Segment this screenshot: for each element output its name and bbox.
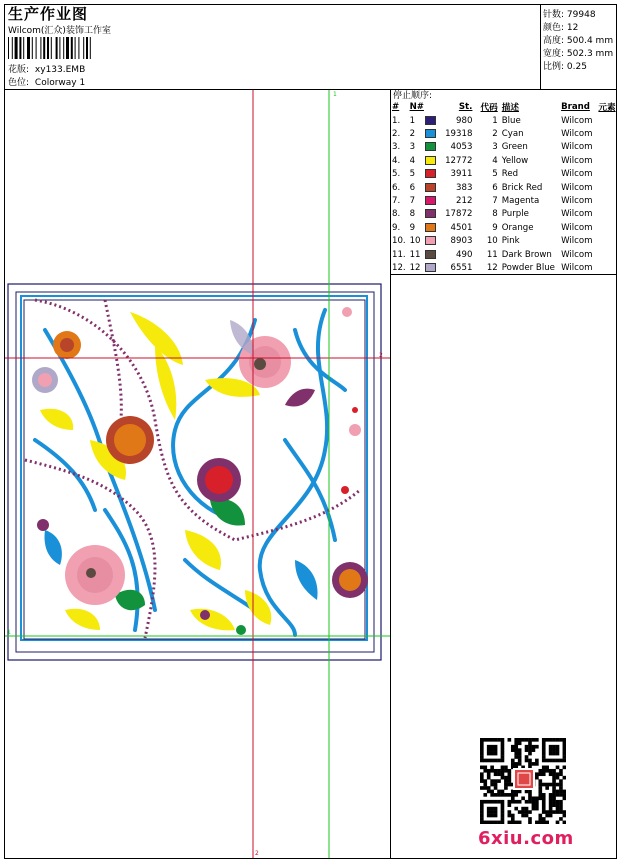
color-row: 9. 9 4501 9 Orange Wilcom	[392, 222, 593, 233]
color-row: 3. 3 4053 3 Green Wilcom	[392, 142, 593, 153]
color-row: 12. 12 6551 12 Powder Blue Wilcom	[392, 262, 593, 273]
colorway-value: Colorway 1	[34, 78, 86, 88]
color-row: 10. 10 8903 10 Pink Wilcom	[392, 236, 593, 247]
color-swatch	[425, 169, 436, 178]
guide-label-left: 1	[7, 629, 11, 636]
color-swatch	[425, 129, 436, 138]
guide-label-right: 2	[379, 352, 383, 359]
color-swatch	[425, 196, 436, 205]
design-label: 花版:	[8, 65, 30, 75]
colorway-row	[8, 75, 85, 88]
color-row: 11. 11 490 11 Dark Brown Wilcom	[392, 249, 593, 260]
color-swatch	[425, 209, 436, 218]
color-table	[392, 100, 620, 275]
color-swatch	[425, 263, 436, 272]
color-swatch	[425, 142, 436, 151]
page-title: 生产作业图	[8, 5, 89, 23]
barcode	[8, 37, 120, 59]
color-row: 5. 5 3911 5 Red Wilcom	[392, 169, 593, 180]
design-value: xy133.EMB	[34, 65, 86, 75]
color-row: 6. 6 383 6 Brick Red Wilcom	[392, 182, 593, 193]
color-swatch	[425, 183, 436, 192]
color-swatch	[425, 223, 436, 232]
site-watermark: 6xiu.com	[478, 828, 574, 849]
company-name: Wilcom(汇众)装饰工作室	[8, 26, 111, 36]
design-canvas	[5, 90, 390, 858]
color-row: 4. 4 12772 4 Yellow Wilcom	[392, 155, 593, 166]
color-swatch	[425, 236, 436, 245]
colorway-label: 色位:	[8, 78, 30, 88]
guide-label-bottom: 2	[255, 850, 259, 857]
color-swatch	[425, 250, 436, 259]
color-row: 7. 7 212 7 Magenta Wilcom	[392, 196, 593, 207]
qr-code	[480, 738, 566, 824]
design-name-row	[8, 62, 85, 75]
color-swatch	[425, 116, 436, 125]
stat-height: 高度: 500.4 mm	[543, 36, 614, 46]
guide-label-top: 1	[333, 91, 337, 98]
color-row: 8. 8 17872 8 Purple Wilcom	[392, 209, 593, 220]
stat-width: 宽度: 502.3 mm	[543, 49, 614, 59]
color-table-header: # N# St. 代码 描述 Brand 元素	[392, 102, 616, 113]
color-row: 1. 1 980 1 Blue Wilcom	[392, 115, 593, 126]
color-swatch	[425, 156, 436, 165]
stat-stitches: 针数: 79948	[543, 10, 596, 20]
stat-scale: 比例: 0.25	[543, 62, 587, 72]
color-row: 2. 2 19318 2 Cyan Wilcom	[392, 129, 593, 140]
stat-colors: 颜色: 12	[543, 23, 579, 33]
canvas-right-border	[390, 89, 391, 859]
stop-sequence-title: 停止顺序:	[393, 91, 433, 101]
